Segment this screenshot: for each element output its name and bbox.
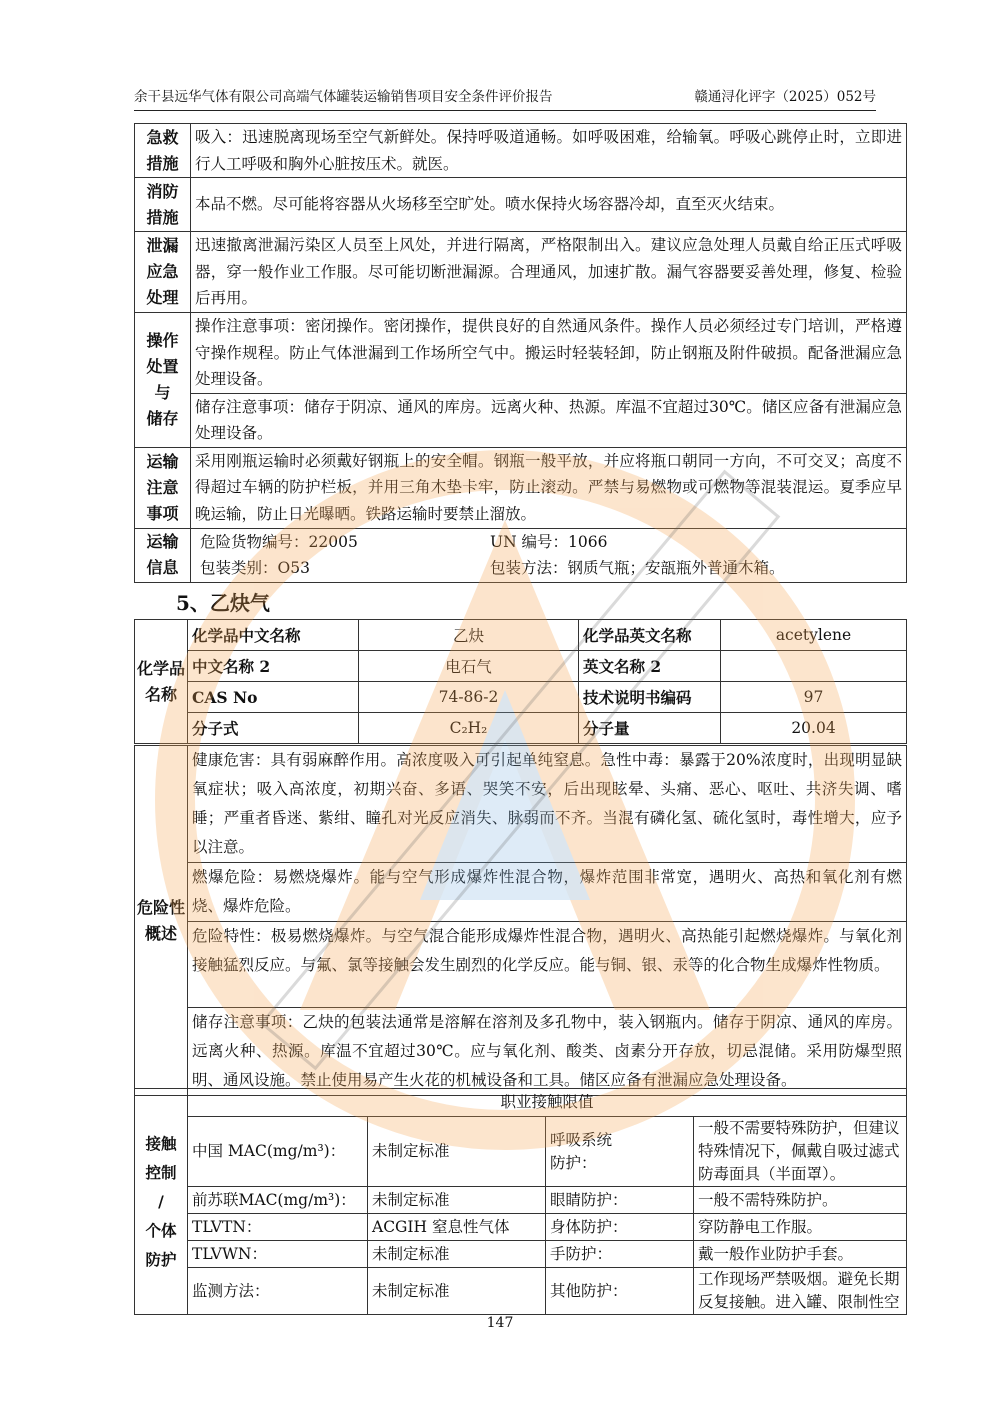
protection-key: 手防护： [546, 1241, 694, 1268]
transport-notes-label: 运输 注意 事项 [135, 447, 191, 528]
section-title: 5、乙炔气 [176, 591, 270, 615]
exposure-label: 接触 控制 / 个体 防护 [135, 1089, 188, 1315]
hazard-label: 危险性 概述 [135, 746, 188, 1096]
exposure-row [135, 1187, 907, 1214]
exposure-heading-row [135, 1089, 907, 1117]
protection-value: 穿防静电工作服。 [694, 1214, 907, 1241]
hazard-row [135, 1008, 907, 1096]
protection-value: 戴一般作业防护手套。 [694, 1241, 907, 1268]
leak-text: 迅速撤离泄漏污染区人员至上风处，并进行隔离，严格限制出入。建议应急处理人员戴自给正压式呼吸器，穿一般作业工作服。尽可能切断泄漏源。合理通风，加速扩散。漏气容器要妥善处理，修复、检验后再用。 [191, 232, 907, 313]
name-key: 中文名称 2 [188, 651, 359, 682]
hazard-property-text: 危险特性：极易燃烧爆炸。与空气混合能形成爆炸性混合物，遇明火、高热能引起燃烧爆炸。与氧化剂接触猛烈反应。与氟、氯等接触会发生剧烈的化学反应。能与铜、银、汞等的化合物生成爆炸性物质。 [188, 922, 907, 1008]
fire-row [135, 178, 907, 232]
handling-label: 操作 处置 与 储存 [135, 313, 191, 448]
operation-text: 操作注意事项：密闭操作。密闭操作，提供良好的自然通风条件。操作人员必须经过专门培训，严格遵守操作规程。防止气体泄漏到工作场所空气中。搬运时轻装轻卸，防止钢瓶及附件破损。配备泄漏应急处理设备。 [191, 313, 907, 394]
storage-text: 储存注意事项：储存于阴凉、通风的库房。远离火种、热源。库温不宜超过30℃。储区应备有泄漏应急处理设备。 [191, 393, 907, 447]
limit-key: 监测方法： [188, 1268, 368, 1315]
name-row [135, 713, 907, 744]
handling-row [135, 313, 907, 394]
transport-notes-row [135, 447, 907, 528]
exposure-row [135, 1117, 907, 1187]
transport-info-cell [191, 528, 907, 582]
protection-key: 身体防护： [546, 1214, 694, 1241]
limit-value: 未制定标准 [368, 1268, 546, 1315]
page-header [134, 86, 876, 108]
page-number: 147 [486, 1315, 514, 1331]
name-key: 分子量 [579, 713, 721, 744]
limit-key: 中国 MAC(mg/m³)： [188, 1117, 368, 1187]
protection-key: 眼睛防护： [546, 1187, 694, 1214]
explosion-hazard-text: 燃爆危险：易燃烧爆炸。能与空气形成爆炸性混合物，爆炸范围非常宽，遇明火、高热和氧化剂有燃烧、爆炸危险。 [188, 863, 907, 922]
transport-info-row [135, 528, 907, 582]
name-key: 化学品英文名称 [579, 620, 721, 651]
limit-value: 未制定标准 [368, 1117, 546, 1187]
protection-value: 工作现场严禁吸烟。避免长期反复接触。进入罐、限制性空 [694, 1268, 907, 1315]
dangerous-goods-no: 危险货物编号：22005 [200, 532, 358, 551]
un-no: UN 编号：1066 [490, 532, 608, 551]
protection-key: 呼吸系统 防护： [546, 1117, 694, 1187]
hazard-row [135, 922, 907, 1008]
exposure-row [135, 1241, 907, 1268]
protection-value: 一般不需要特殊防护，但建议特殊情况下，佩戴自吸过滤式防毒面具（半面罩）。 [694, 1117, 907, 1187]
storage-row [135, 393, 907, 447]
name-row [135, 651, 907, 682]
chemical-name-table [134, 619, 907, 744]
limit-key: TLVTN： [188, 1214, 368, 1241]
name-value: 乙炔 [359, 620, 579, 651]
name-row [135, 620, 907, 651]
name-key: 分子式 [188, 713, 359, 744]
report-number: 赣通浔化评字（2025）052号 [694, 89, 876, 105]
health-hazard-text: 健康危害：具有弱麻醉作用。高浓度吸入可引起单纯窒息。急性中毒：暴露于20%浓度时，出现明显缺氧症状；吸入高浓度，初期兴奋、多语、哭笑不安，后出现眩晕、头痛、恶心、呕吐、共济失调、嗜睡；严重者昏迷、紫绀、瞳孔对光反应消失、脉弱而不齐。当混有磷化氢、硫化氢时，毒性增大，应予以注意。 [188, 746, 907, 863]
name-row [135, 682, 907, 713]
limit-key: 前苏联MAC(mg/m³)： [188, 1187, 368, 1214]
first-aid-label: 急救 措施 [135, 124, 191, 178]
hazard-row [135, 746, 907, 863]
limit-key: TLVWN： [188, 1241, 368, 1268]
name-value: 97 [721, 682, 907, 713]
oxygen-safety-table [134, 123, 907, 583]
package-class: 包装类别：O53 [200, 558, 310, 577]
hazard-row [135, 863, 907, 922]
name-key: 化学品中文名称 [188, 620, 359, 651]
name-value: 电石气 [359, 651, 579, 682]
fire-text: 本品不燃。尽可能将容器从火场移至空旷处。喷水保持火场容器冷却，直至灭火结束。 [191, 178, 907, 232]
hazard-table [134, 745, 907, 1096]
limit-value: 未制定标准 [368, 1241, 546, 1268]
report-title: 余干县远华气体有限公司高端气体罐装运输销售项目安全条件评价报告 [134, 89, 553, 105]
chemical-name-label: 化学品 名称 [135, 620, 188, 744]
limit-value: 未制定标准 [368, 1187, 546, 1214]
name-value: C₂H₂ [359, 713, 579, 744]
exposure-heading: 职业接触限值 [188, 1089, 907, 1117]
name-value: 20.04 [721, 713, 907, 744]
exposure-row [135, 1268, 907, 1315]
header-divider [134, 110, 876, 111]
fire-label: 消防 措施 [135, 178, 191, 232]
limit-value: ACGIH 窒息性气体 [368, 1214, 546, 1241]
transport-info-label: 运输 信息 [135, 528, 191, 582]
first-aid-row [135, 124, 907, 178]
name-value: acetylene [721, 620, 907, 651]
storage-note-text: 储存注意事项：乙炔的包装法通常是溶解在溶剂及多孔物中，装入钢瓶内。储存于阴凉、通风的库房。远离火种、热源。库温不宜超过30℃。应与氧化剂、酸类、卤素分开存放，切忌混储。采用防爆型照明、通风设施。禁止使用易产生火花的机械设备和工具。储区应备有泄漏应急处理设备。 [188, 1008, 907, 1096]
leak-label: 泄漏 应急 处理 [135, 232, 191, 313]
leak-row [135, 232, 907, 313]
exposure-row [135, 1214, 907, 1241]
package-method: 包装方法：钢质气瓶；安瓿瓶外普通木箱。 [490, 558, 785, 577]
name-key: 技术说明书编码 [579, 682, 721, 713]
first-aid-text: 吸入：迅速脱离现场至空气新鲜处。保持呼吸道通畅。如呼吸困难，给输氧。呼吸心跳停止时，立即进行人工呼吸和胸外心脏按压术。就医。 [191, 124, 907, 178]
name-key: 英文名称 2 [579, 651, 721, 682]
name-value: 74-86-2 [359, 682, 579, 713]
exposure-control-table [134, 1088, 907, 1315]
protection-value: 一般不需特殊防护。 [694, 1187, 907, 1214]
name-key: CAS No [188, 682, 359, 713]
name-value [721, 651, 907, 682]
transport-notes-text: 采用刚瓶运输时必须戴好钢瓶上的安全帽。钢瓶一般平放，并应将瓶口朝同一方向，不可交叉；高度不得超过车辆的防护栏板，并用三角木垫卡牢，防止滚动。严禁与易燃物或可燃物等混装混运。夏季应早晚运输，防止日光曝晒。铁路运输时要禁止溜放。 [191, 447, 907, 528]
protection-key: 其他防护： [546, 1268, 694, 1315]
